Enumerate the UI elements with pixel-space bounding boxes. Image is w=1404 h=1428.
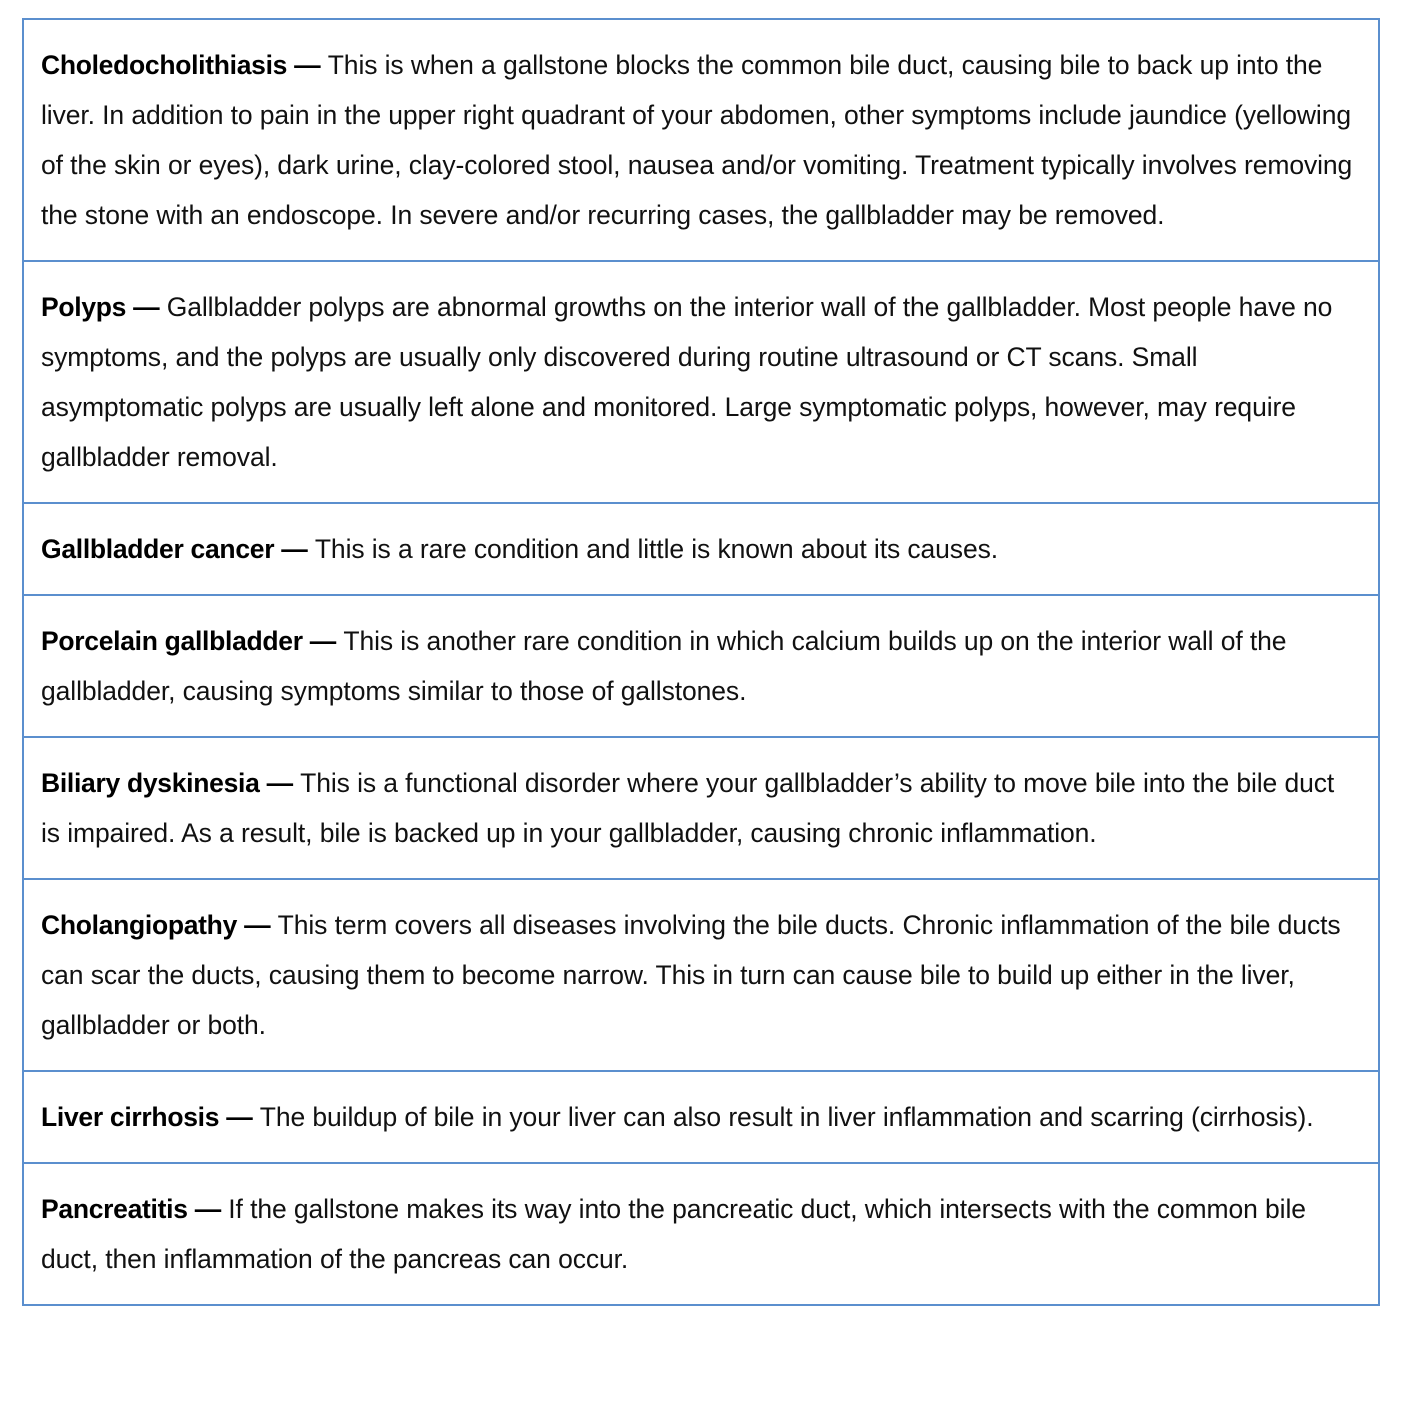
- condition-term: Polyps —: [41, 292, 160, 322]
- condition-term: Liver cirrhosis —: [41, 1102, 253, 1132]
- table-row: [23, 19, 1379, 261]
- condition-term: Gallbladder cancer —: [41, 534, 308, 564]
- table-row: [23, 737, 1379, 879]
- table-row: [23, 879, 1379, 1071]
- condition-term: Biliary dyskinesia —: [41, 768, 293, 798]
- conditions-table: [22, 18, 1380, 1306]
- condition-description: If the gallstone makes its way into the pancreatic duct, which intersects with the common bile duct, then inflammation of the pancreas can occur.: [41, 1194, 1306, 1274]
- condition-term: Choledocholithiasis —: [41, 50, 321, 80]
- table-row: [23, 1163, 1379, 1305]
- condition-term: Cholangiopathy —: [41, 910, 271, 940]
- condition-description: Gallbladder polyps are abnormal growths on the interior wall of the gallbladder. Most people have no symptoms, and the polyps are usually only discovered during routine ultrasound or CT scans. Small asymptomatic polyps are usually left alone and monitored. Large symptomatic polyps, however, may require gallbladder removal.: [41, 292, 1333, 472]
- table-cell: [23, 19, 1379, 261]
- table-cell: [23, 503, 1379, 595]
- condition-description: This term covers all diseases involving the bile ducts. Chronic inflammation of the bile ducts can scar the ducts, causing them to become narrow. This in turn can cause bile to build up either in the liver, gallbladder or both.: [41, 910, 1341, 1040]
- table-cell: [23, 261, 1379, 503]
- table-cell: [23, 879, 1379, 1071]
- table-cell: [23, 1071, 1379, 1163]
- table-row: [23, 261, 1379, 503]
- table-row: [23, 503, 1379, 595]
- table-cell: [23, 737, 1379, 879]
- condition-description: This is a functional disorder where your gallbladder’s ability to move bile into the bile duct is impaired. As a result, bile is backed up in your gallbladder, causing chronic inflammation.: [41, 768, 1335, 848]
- table-cell: [23, 1163, 1379, 1305]
- condition-term: Porcelain gallbladder —: [41, 626, 336, 656]
- condition-description: This is a rare condition and little is known about its causes.: [314, 534, 998, 564]
- table-row: [23, 595, 1379, 737]
- condition-description: The buildup of bile in your liver can also result in liver inflammation and scarring (cirrhosis).: [259, 1102, 1314, 1132]
- condition-term: Pancreatitis —: [41, 1194, 221, 1224]
- condition-description: This is another rare condition in which calcium builds up on the interior wall of the gallbladder, causing symptoms similar to those of gallstones.: [41, 626, 1287, 706]
- table-cell: [23, 595, 1379, 737]
- condition-description: This is when a gallstone blocks the common bile duct, causing bile to back up into the liver. In addition to pain in the upper right quadrant of your abdomen, other symptoms include jaundice (yellowing of the skin or eyes), dark urine, clay-colored stool, nausea and/or vomiting. Treatment typically involves removing the stone with an endoscope. In severe and/or recurring cases, the gallbladder may be removed.: [41, 50, 1353, 230]
- table-row: [23, 1071, 1379, 1163]
